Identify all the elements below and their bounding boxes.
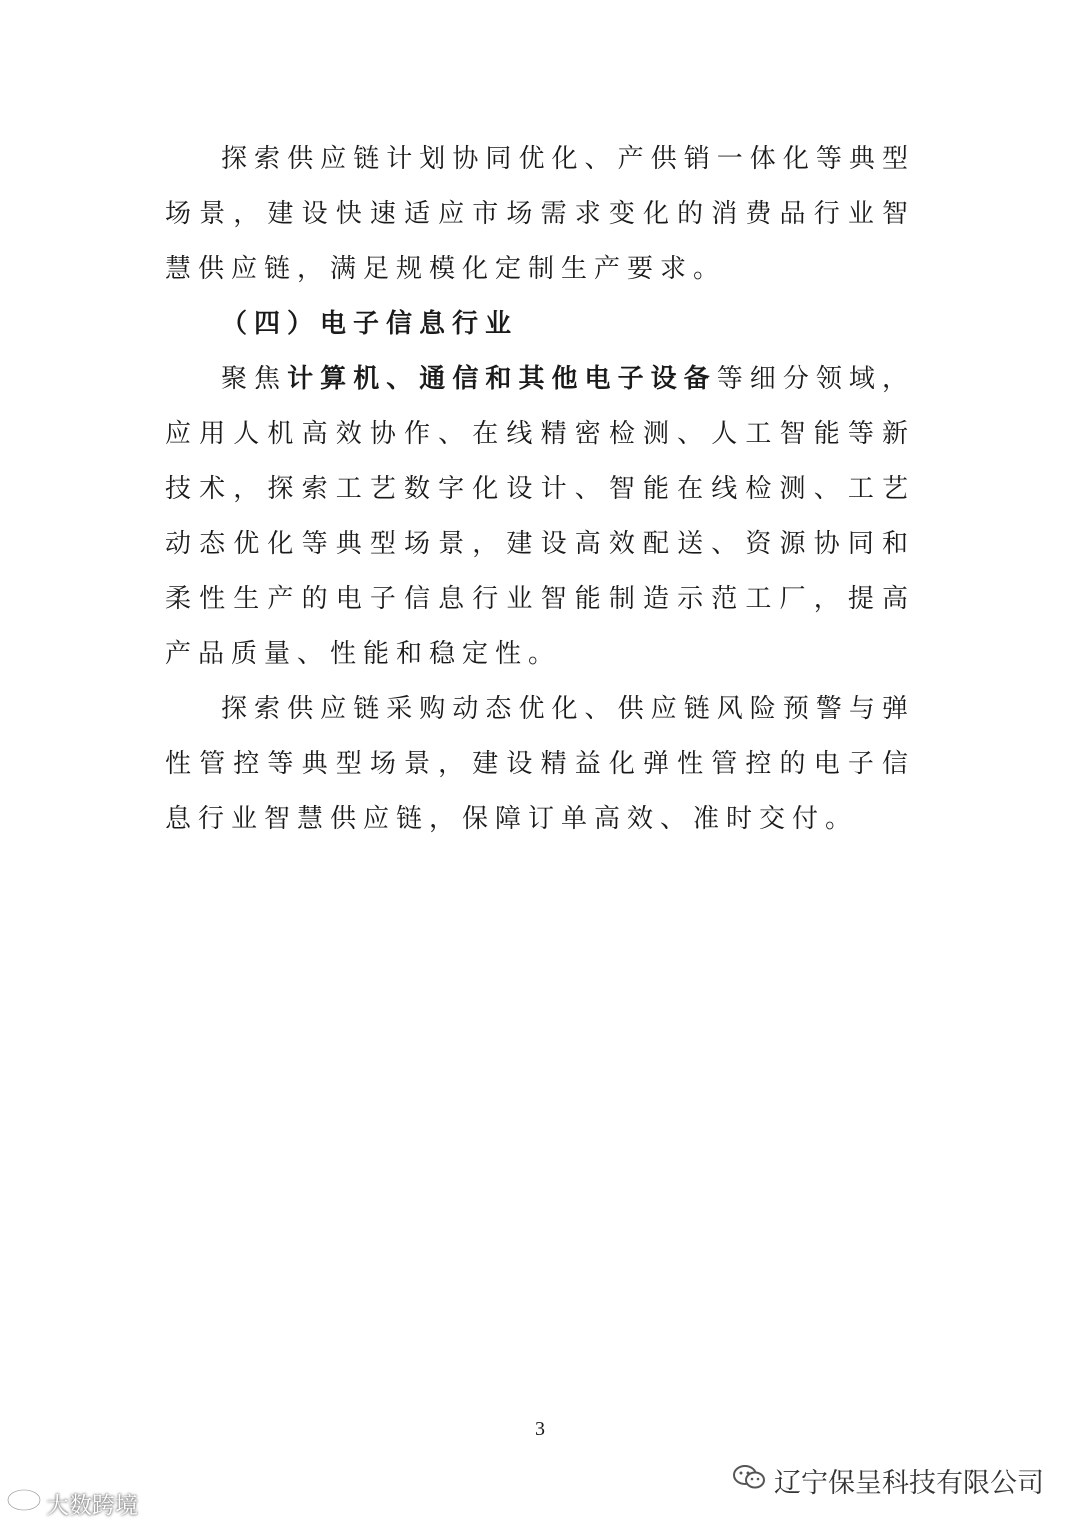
paragraph-2-lead: 聚焦 (221, 364, 288, 394)
paragraph-2-rest: 等细分领域，应用人机高效协作、在线精密检测、人工智能等新技术，探索工艺数字化设计、智能在线检测、工艺动态优化等典型场景，建设高效配送、资源协同和柔性生产的电子信息行业智能制造示范工厂，提高产品质量、性能和稳定性。 (165, 364, 915, 669)
source-watermark (6, 1485, 138, 1521)
eye-logo-icon (6, 1487, 42, 1519)
body-text (165, 132, 915, 847)
wechat-account-name: 辽宁保呈科技有限公司 (774, 1467, 1044, 1499)
wechat-watermark (732, 1460, 1044, 1500)
source-watermark-label: 大数跨境 (46, 1492, 138, 1519)
page-number: 3 (535, 1418, 545, 1440)
paragraph-2-bold: 计算机、通信和其他电子设备 (287, 364, 717, 394)
paragraph-3: 探索供应链采购动态优化、供应链风险预警与弹性管控等典型场景，建设精益化弹性管控的电子信息行业智慧供应链，保障订单高效、准时交付。 (165, 694, 915, 834)
paragraph-2 (165, 352, 915, 682)
section-heading: （四）电子信息行业 (221, 309, 519, 339)
paragraph-1: 探索供应链计划协同优化、产供销一体化等典型场景，建设快速适应市场需求变化的消费品行业智慧供应链，满足规模化定制生产要求。 (165, 144, 915, 284)
wechat-icon (732, 1463, 766, 1498)
